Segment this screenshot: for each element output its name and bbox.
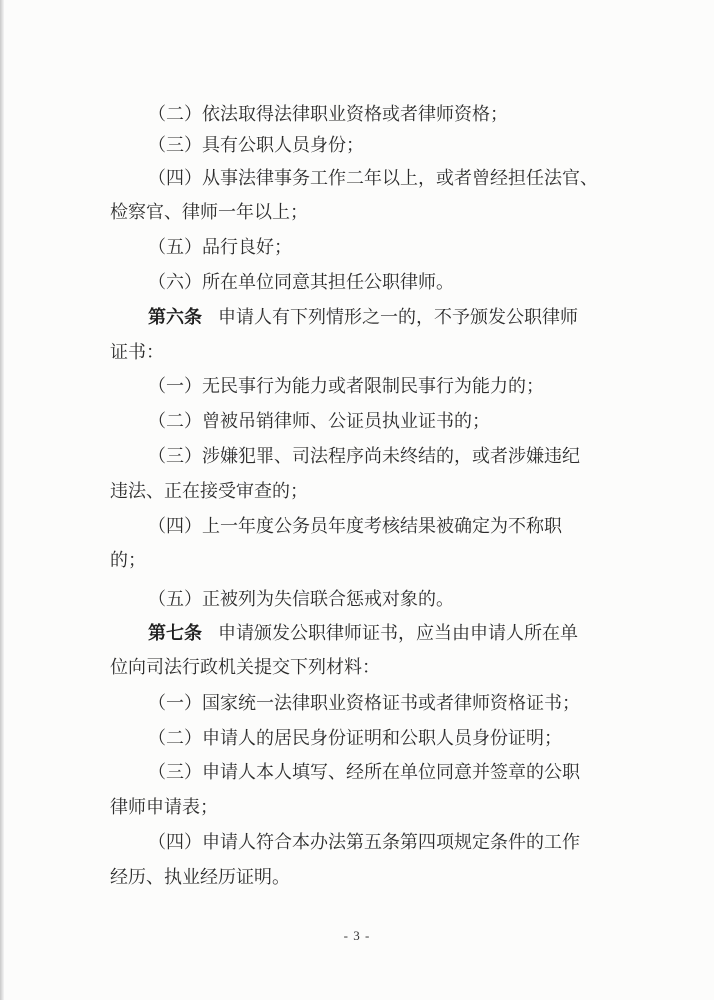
paragraph-line: （四）上一年度公务员年度考核结果被确定为不称职 bbox=[148, 516, 562, 537]
article-heading: 第六条 bbox=[148, 307, 202, 328]
paragraph-line: （五）正被列为失信联合惩戒对象的。 bbox=[148, 589, 454, 610]
article-6-line: 第六条 申请人有下列情形之一的，不予颁发公职律师 bbox=[148, 307, 578, 328]
article-7-line: 第七条 申请颁发公职律师证书，应当由申请人所在单 bbox=[148, 623, 578, 644]
paragraph-line: （三）涉嫌犯罪、司法程序尚未终结的，或者涉嫌违纪 bbox=[148, 446, 580, 467]
paragraph-line: （五）品行良好； bbox=[148, 237, 292, 258]
paragraph-line: 律师申请表； bbox=[110, 797, 218, 818]
paragraph-line: （一）无民事行为能力或者限制民事行为能力的； bbox=[148, 376, 544, 397]
paragraph-line: （六）所在单位同意其担任公职律师。 bbox=[148, 272, 454, 293]
paragraph-line: 违法、正在接受审查的； bbox=[110, 481, 308, 502]
paragraph-line: （一）国家统一法律职业资格证书或者律师资格证书； bbox=[148, 693, 580, 714]
page-number: - 3 - bbox=[343, 928, 371, 943]
paragraph-line: （二）依法取得法律职业资格或者律师资格； bbox=[148, 104, 508, 125]
scan-edge bbox=[0, 0, 4, 1000]
paragraph-line: （二）曾被吊销律师、公证员执业证书的； bbox=[148, 411, 490, 432]
paragraph-line: （三）具有公职人员身份； bbox=[148, 135, 364, 156]
paragraph-line: 的； bbox=[110, 550, 146, 571]
article-heading: 第七条 bbox=[148, 623, 202, 644]
paragraph-line: 检察官、律师一年以上； bbox=[110, 202, 308, 223]
paragraph-line: （四）从事法律事务工作二年以上，或者曾经担任法官、 bbox=[148, 168, 598, 189]
paragraph-line: 经历、执业经历证明。 bbox=[110, 867, 290, 888]
paragraph-line: （二）申请人的居民身份证明和公职人员身份证明； bbox=[148, 728, 562, 749]
paragraph-line: （四）申请人符合本办法第五条第四项规定条件的工作 bbox=[148, 832, 580, 853]
paragraph-line: （三）申请人本人填写、经所在单位同意并签章的公职 bbox=[148, 762, 580, 783]
paragraph-line: 证书： bbox=[110, 342, 164, 363]
paragraph-line: 位向司法行政机关提交下列材料： bbox=[110, 657, 380, 678]
